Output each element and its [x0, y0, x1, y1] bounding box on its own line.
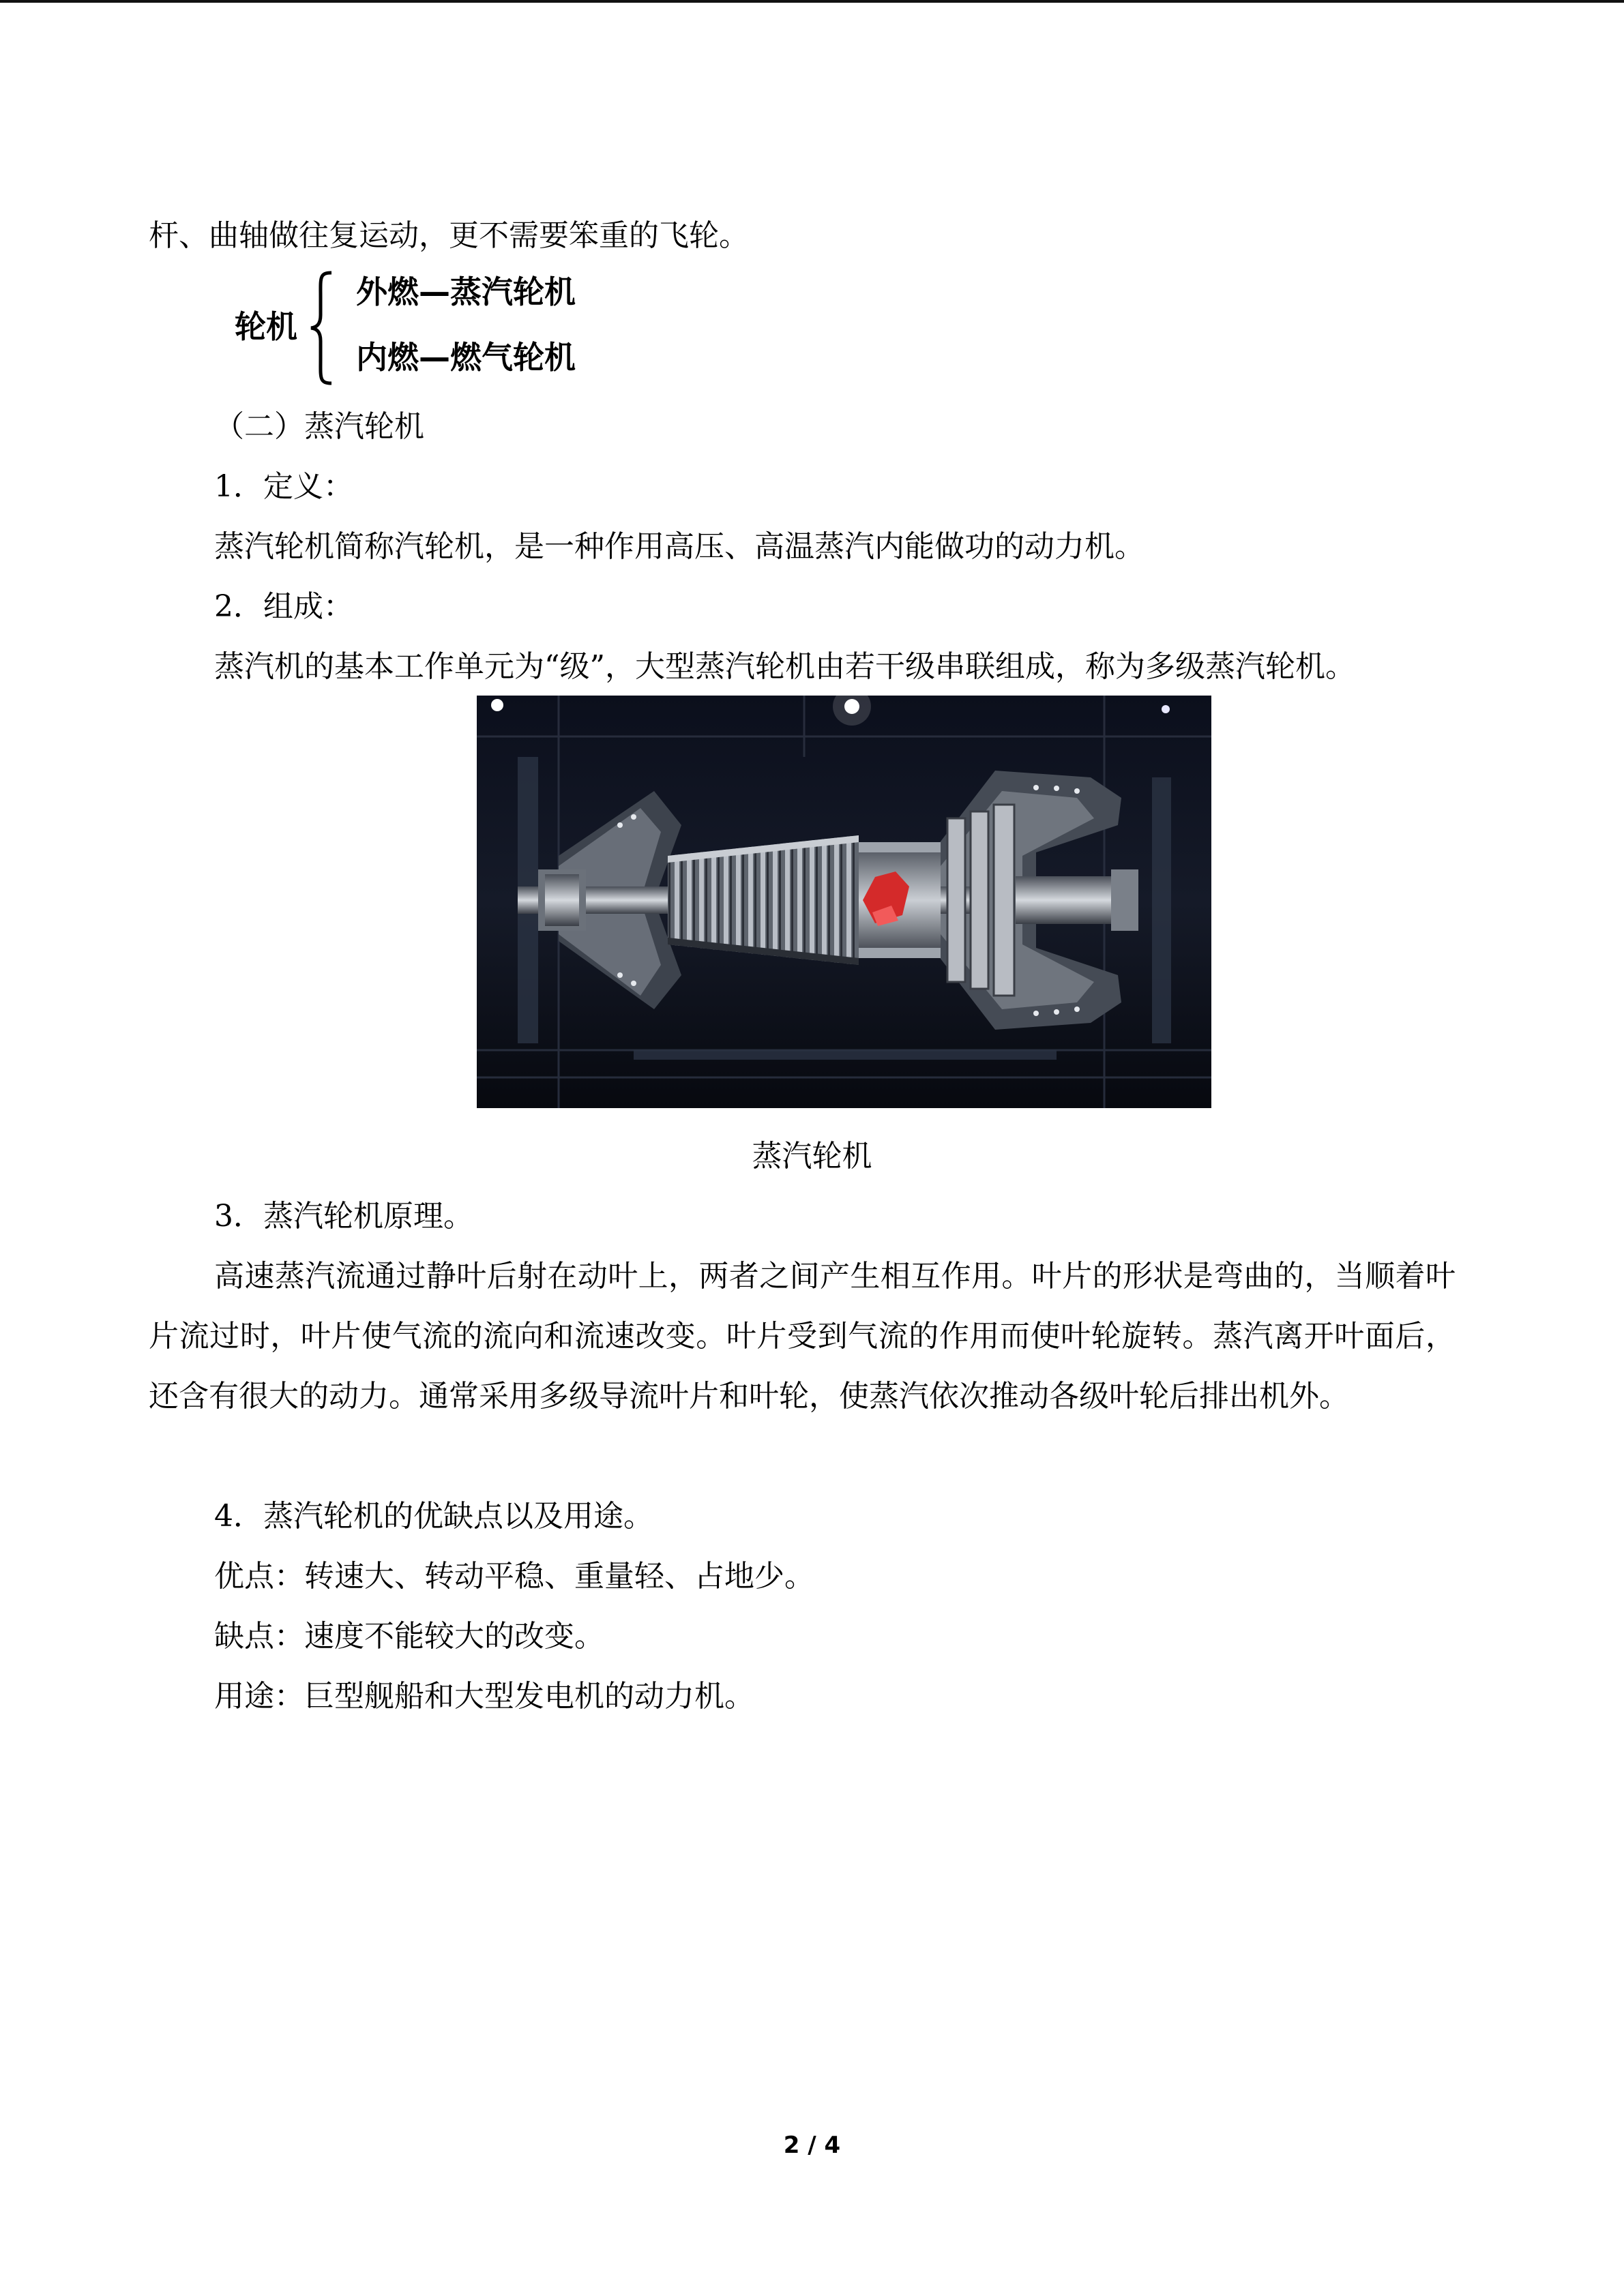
- principle-heading: 3．蒸汽轮机原理。: [214, 1199, 473, 1234]
- pros-cons-heading: 4．蒸汽轮机的优缺点以及用途。: [214, 1499, 653, 1534]
- classification-item-external: 外燃—蒸汽轮机: [356, 273, 576, 310]
- page-top-border: [0, 0, 1624, 3]
- steam-turbine-photo: [477, 696, 1211, 1108]
- classification-root: 轮机: [235, 308, 297, 345]
- definition-heading: 1．定义：: [214, 469, 353, 504]
- section-heading: （二）蒸汽轮机: [214, 409, 424, 444]
- classification-item-internal: 内燃—燃气轮机: [356, 339, 576, 376]
- advantages-text: 优点：转速大、转动平稳、重量轻、占地少。: [214, 1559, 814, 1594]
- figure-caption: 蒸汽轮机: [752, 1139, 872, 1174]
- curly-brace-icon: [308, 270, 336, 386]
- composition-text: 蒸汽机的基本工作单元为“级”，大型蒸汽轮机由若干级串联组成，称为多级蒸汽轮机。: [214, 649, 1355, 684]
- uses-text: 用途：巨型舰船和大型发电机的动力机。: [214, 1679, 754, 1714]
- page-number: 2 / 4: [783, 2132, 841, 2159]
- principle-paragraph: 高速蒸汽流通过静叶后射在动叶上，两者之间产生相互作用。叶片的形状是弯曲的，当顺着叶片流过时，叶片使气流的流向和流速改变。叶片受到气流的作用而使叶轮旋转。蒸汽离开叶面后，还含有很大的动力。通常采用多级导流叶片和叶轮，使蒸汽依次推动各级叶轮后排出机外。: [149, 1259, 1456, 1414]
- definition-text: 蒸汽轮机简称汽轮机，是一种作用高压、高温蒸汽内能做功的动力机。: [214, 529, 1145, 564]
- composition-heading: 2．组成：: [214, 589, 353, 624]
- continuation-line: 杆、曲轴做往复运动，更不需要笨重的飞轮。: [149, 218, 749, 253]
- disadvantages-text: 缺点：速度不能较大的改变。: [214, 1619, 604, 1654]
